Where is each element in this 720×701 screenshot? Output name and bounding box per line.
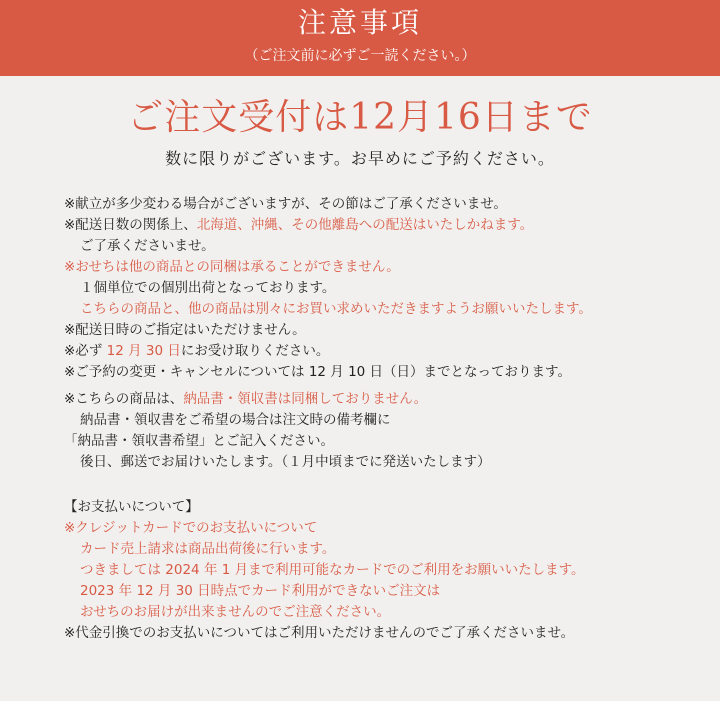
note-line xyxy=(64,257,714,278)
payment-heading-text: 【お支払いについて】 xyxy=(64,499,199,515)
note-text: にお受け取りください。 xyxy=(180,343,330,359)
order-deadline-heading: ご注文受付は12月16日まで xyxy=(127,97,593,138)
note-highlight: おせちは他の商品との同梱は承ることができません。 xyxy=(75,259,400,275)
payment-line xyxy=(64,602,714,623)
note-highlight: 北海道、沖縄、その他離島への配送はいたしかねます。 xyxy=(196,217,534,233)
note-line xyxy=(64,452,714,473)
note-line xyxy=(64,341,714,362)
payment-text: ※クレジットカードでのお支払いについて xyxy=(64,520,318,536)
payment-line xyxy=(64,518,714,539)
note-line xyxy=(64,362,714,383)
note-line xyxy=(64,236,714,257)
note-line xyxy=(64,278,714,299)
note-text: ※配送日時のご指定はいただけません。 xyxy=(64,322,306,338)
note-line xyxy=(64,320,714,341)
note-text: 後日、郵送でお届けいたします。（１月中頃までに発送いたします） xyxy=(80,454,491,470)
note-text: ※ご予約の変更・キャンセルについては 12 月 10 日（日）までとなっております。 xyxy=(64,364,571,380)
note-text: １個単位での個別出荷となっております。 xyxy=(80,280,336,296)
note-text: ※必ず xyxy=(64,343,107,359)
payment-line xyxy=(64,539,714,560)
note-highlight: ※ xyxy=(64,259,76,275)
note-text: 納品書・領収書をご希望の場合は注文時の備考欄に xyxy=(80,412,391,428)
notes-list xyxy=(64,194,714,644)
lead-text: 数に限りがございます。お早めにご予約ください。 xyxy=(165,149,555,168)
note-text: ご了承くださいませ。 xyxy=(80,238,215,254)
page-subtitle: （ご注文前に必ずご一読ください。） xyxy=(244,48,476,64)
note-line xyxy=(64,299,714,320)
note-line xyxy=(64,431,714,452)
payment-text: おせちのお届けが出来ませんのでご注意ください。 xyxy=(80,604,391,620)
header-banner xyxy=(0,0,720,76)
note-line xyxy=(64,194,714,215)
note-text: ※献立が多少変わる場合がございますが、その節はご了承くださいませ。 xyxy=(64,196,507,212)
payment-line xyxy=(64,581,714,602)
note-line xyxy=(64,215,714,236)
note-highlight: 納品書・領収書は同梱しておりません。 xyxy=(183,391,428,407)
note-highlight: 12 月 30 日 xyxy=(106,343,181,359)
payment-text: ※代金引換でのお支払いについてはご利用いただけませんのでご了承くださいませ。 xyxy=(64,625,575,641)
payment-text: 2023 年 12 月 30 日時点でカード利用ができないご注文は xyxy=(80,583,441,599)
note-text: ※配送日数の関係上、 xyxy=(64,217,197,233)
note-text: ※こちらの商品は、 xyxy=(64,391,184,407)
page-title: 注意事項 xyxy=(297,6,422,39)
note-line xyxy=(64,389,714,410)
payment-text: つきましては 2024 年 1 月まで利用可能なカードでのご利用をお願いいたします。 xyxy=(80,562,585,578)
note-text: 「納品書・領収書希望」とご記入ください。 xyxy=(64,433,334,449)
payment-line xyxy=(64,623,714,644)
note-line xyxy=(64,410,714,431)
note-highlight: こちらの商品と、他の商品は別々にお買い求めいただきますようお願いいたします。 xyxy=(80,301,592,317)
payment-heading xyxy=(64,497,714,518)
payment-text: カード売上請求は商品出荷後に行います。 xyxy=(80,541,336,557)
payment-line xyxy=(64,560,714,581)
